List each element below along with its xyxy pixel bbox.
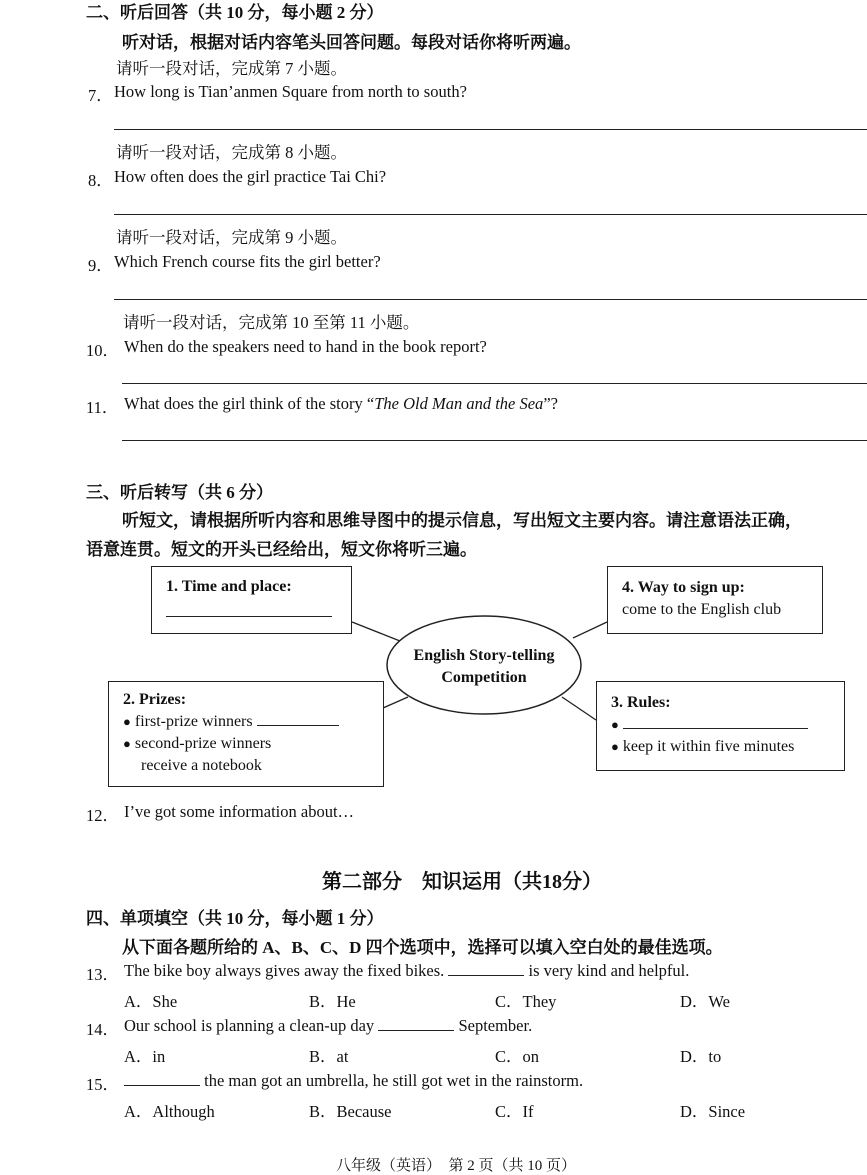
question-11-text-after: ”? [543, 394, 558, 413]
box3-title: 3. Rules: [611, 694, 671, 711]
page-footer: 八年级（英语） 第 2 页（共 10 页） [336, 1158, 577, 1174]
question-15-number: 15． [86, 1075, 119, 1094]
box2-item2b: receive a notebook [141, 757, 262, 774]
mindmap-center-line2: Competition [441, 669, 527, 686]
question-9-text: Which French course fits the girl better? [114, 252, 381, 271]
section-instruction-2: 听对话，根据对话内容笔头回答问题。每段对话你将听两遍。 [122, 33, 581, 52]
listening-prompt-q10-11: 请听一段对话，完成第 10 至第 11 小题。 [123, 313, 420, 332]
box2-item2-text: second-prize winners [134, 735, 272, 752]
question-13-number: 13． [86, 965, 119, 984]
section-heading-3: 三、听后转写（共 6 分） [86, 483, 273, 502]
question-14-after: September. [454, 1016, 533, 1035]
question-14-option-c[interactable]: C．on [495, 1047, 540, 1066]
question-14-before: Our school is planning a clean-up day [124, 1016, 379, 1035]
question-13-option-b[interactable]: B．He [309, 992, 356, 1011]
listening-prompt-q8: 请听一段对话，完成第 8 小题。 [116, 143, 347, 162]
question-14-number: 14． [86, 1020, 119, 1039]
question-11-text-before: What does the girl think of the story “ [124, 394, 375, 413]
section-heading-2: 二、听后回答（共 10 分，每小题 2 分） [86, 3, 384, 22]
question-12-number: 12． [86, 806, 119, 825]
question-13-before: The bike boy always gives away the fixed bikes. [124, 961, 449, 980]
question-14-option-a[interactable]: A．in [124, 1047, 166, 1066]
section-instruction-4: 从下面各题所给的 A、B、C、D 四个选项中，选择可以填入空白处的最佳选项。 [122, 938, 723, 957]
question-8-text: How often does the girl practice Tai Chi? [114, 167, 387, 186]
box3-blank[interactable] [623, 728, 808, 729]
question-8-number: 8． [88, 171, 113, 190]
question-13-blank[interactable] [448, 975, 524, 976]
section-heading-4: 四、单项填空（共 10 分，每小题 1 分） [86, 909, 384, 928]
question-14-text [124, 1016, 532, 1036]
box3-item2-text: keep it within five minutes [622, 738, 795, 755]
box4-text: come to the English club [622, 601, 782, 618]
question-9-number: 9． [88, 256, 113, 275]
question-15-blank[interactable] [124, 1085, 200, 1086]
question-10-text: When do the speakers need to hand in the book report? [124, 337, 487, 356]
question-14-blank[interactable] [378, 1030, 454, 1031]
box2-blank[interactable] [257, 725, 339, 726]
mindmap-box-prizes [108, 681, 384, 787]
question-14-option-d[interactable]: D．to [680, 1047, 722, 1066]
box3-item1 [611, 716, 808, 734]
mindmap-center-label [387, 645, 581, 689]
listening-prompt-q9: 请听一段对话，完成第 9 小题。 [116, 228, 347, 247]
question-15-option-a[interactable]: A．Although [124, 1102, 215, 1121]
question-13-after: is very kind and helpful. [524, 961, 690, 980]
listening-prompt-q7: 请听一段对话，完成第 7 小题。 [116, 59, 347, 78]
question-13-option-a[interactable]: A．She [124, 992, 178, 1011]
connector-box4 [573, 622, 607, 638]
connector-box3 [562, 697, 596, 720]
question-13-text [124, 961, 689, 981]
question-7-text: How long is Tian’anmen Square from north to south? [114, 82, 467, 101]
box2-item1 [123, 713, 339, 731]
question-15-option-b[interactable]: B．Because [309, 1102, 392, 1121]
connector-box2 [383, 697, 408, 708]
box2-title: 2. Prizes: [123, 691, 187, 708]
question-12-text: I’ve got some information about… [124, 802, 355, 821]
question-10-number: 10． [86, 341, 119, 360]
question-15-option-d[interactable]: D．Since [680, 1102, 746, 1121]
question-15-text [124, 1071, 583, 1091]
story-title: The Old Man and the Sea [374, 394, 544, 413]
question-13-option-c[interactable]: C．They [495, 992, 557, 1011]
box1-title: 1. Time and place: [166, 578, 292, 595]
section-instruction-3-line2: 语意连贯。短文的开头已经给出，短文你将听三遍。 [86, 540, 477, 559]
box1-blank[interactable] [166, 616, 332, 617]
part-2-title: 第二部分 知识运用（共18分） [322, 871, 602, 893]
mindmap-box-sign-up [607, 566, 823, 634]
box4-title: 4. Way to sign up: [622, 579, 745, 596]
question-11-number: 11． [86, 398, 119, 417]
section-instruction-3-line1: 听短文，请根据所听内容和思维导图中的提示信息，写出短文主要内容。请注意语法正确， [122, 511, 802, 530]
box2-item2 [123, 735, 271, 753]
question-7-number: 7． [88, 86, 113, 105]
mindmap-box-time-place [151, 566, 352, 634]
question-13-option-d[interactable]: D．We [680, 992, 730, 1011]
connector-box1 [352, 622, 400, 641]
question-15-after: the man got an umbrella, he still got wet in the rainstorm. [200, 1071, 584, 1090]
box2-item1-text: first-prize winners [134, 713, 253, 730]
box3-item2 [611, 738, 794, 756]
question-14-option-b[interactable]: B．at [309, 1047, 349, 1066]
mindmap-box-rules [596, 681, 845, 771]
mindmap-center-line1: English Story-telling [413, 647, 555, 664]
question-15-option-c[interactable]: C．If [495, 1102, 534, 1121]
